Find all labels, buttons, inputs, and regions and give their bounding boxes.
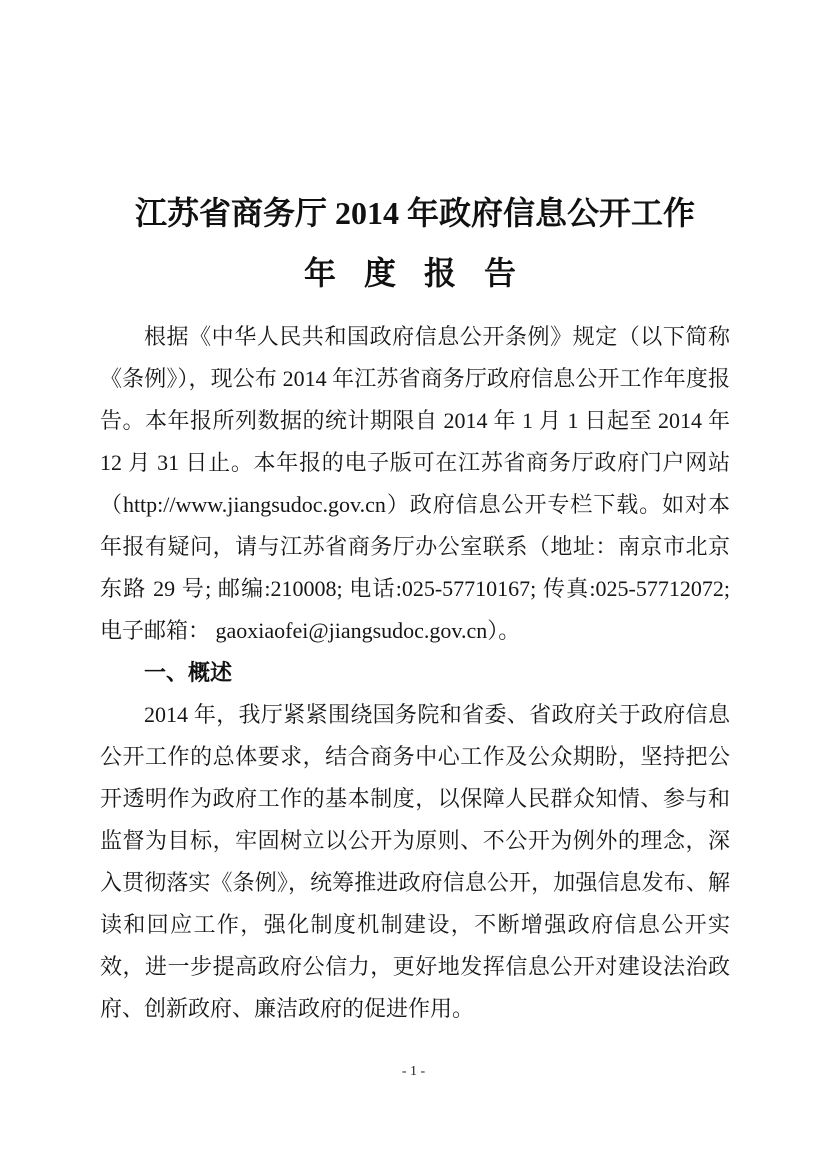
paragraph-intro: 根据《中华人民共和国政府信息公开条例》规定（以下简称《条例》），现公布 2014 年江苏省商务厅政府信息公开工作年度报告。本年报所列数据的统计期限自 2014 年 1 月 1 日起至 2014 年 12 月 31 日止。本年报的电子版可在江苏省商务厅政府门户网站（http://www.jiangsudoc.gov.cn）政府信息公开专栏下载。如对本年报有疑问，请与江苏省商务厅办公室联系（地址：南京市北京东路 29 号; 邮编:210008; 电话:025-57710167; 传真:025-57712072; 电子邮箱： gaoxiaofei@jiangsudoc.gov.cn）。 — [100, 324, 730, 643]
page-number: - 1 - — [401, 1064, 426, 1079]
document-title-line-2: 年 度 报 告 — [303, 255, 526, 291]
section-heading-overview: 一、概述 — [144, 660, 233, 685]
document-body — [100, 316, 730, 1030]
document-title — [100, 190, 730, 296]
document-title-line-1: 江苏省商务厅 2014 年政府信息公开工作 — [134, 195, 695, 231]
paragraph-overview: 2014 年，我厅紧紧围绕国务院和省委、省政府关于政府信息公开工作的总体要求，结合商务中心工作及公众期盼，坚持把公开透明作为政府工作的基本制度，以保障人民群众知情、参与和监督为目标，牢固树立以公开为原则、不公开为例外的理念，深入贯彻落实《条例》，统筹推进政府信息公开，加强信息发布、解读和回应工作，强化制度机制建设，不断增强政府信息公开实效，进一步提高政府公信力，更好地发挥信息公开对建设法治政府、创新政府、廉洁政府的促进作用。 — [100, 702, 730, 1021]
